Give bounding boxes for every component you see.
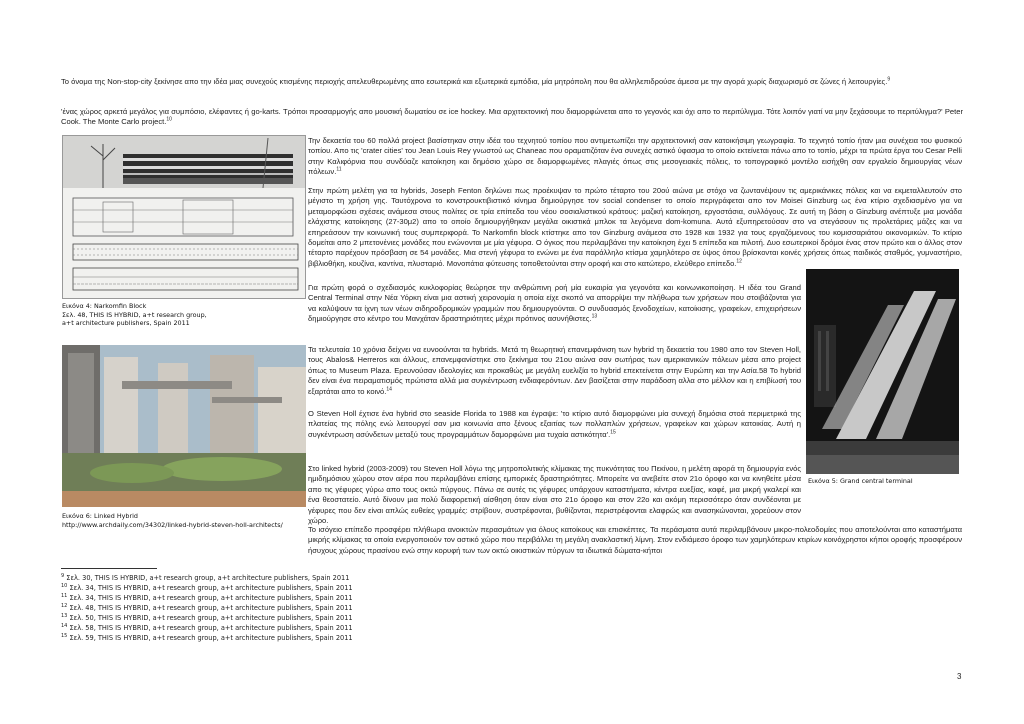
footnote-divider xyxy=(61,568,157,569)
footnote-text: Σελ. 34, THIS IS HYBRID, a+t research group, a+t architecture publishers, Spain 2011 xyxy=(69,594,353,602)
footnote-number: 10 xyxy=(61,582,68,589)
footnote-text: Σελ. 48, THIS IS HYBRID, a+t research group, a+t architecture publishers, Spain 2011 xyxy=(69,604,353,612)
body-paragraph-6: Στο linked hybrid (2003-2009) του Steven Holl λόγω της μητροπολιτικής κλίμακας της πυκνότητας του Πεκίνου, η μελέτη αφορά τη δημιουργία ενός ημιδημόσιου χώρου στον αέρα που περιλαμβάνει επίσης εμπορικές δραστηριότητες. Μπορείτε να ανεβείτε στον 21ο όροφο και να κινηθείτε μέσα απο τις γέφυρες γύρω απο τους οκτώ πύργους. Πάνω σε αυτές τις γέφυρες υπάρχουν καταστήματα, κέντρα ευεξίας, καφέ, μια μικρή γκαλερί και ένα θεοστατείο. Αυτό δίνουν μια πολύ διαφορετική αίσθηση όταν είναι στο 21ο όροφο και στον 22ο και ακόμη περισσότερο όταν συνδέονται με γέφυρες που δεν είναι απλώς ευθείες γραμμές: στρίβουν, συστρέφονται, βυθίζονται, περιστρέφονται ελαφρώς και ανασηκώνονται, χορεύουν στον χώρο. xyxy=(308,464,801,526)
body-paragraph-7: Το ισόγειο επίπεδο προσφέρει πλήθωρα ανοικτών περασμάτων για όλους κατοίκους και επισκέπτες. Τα περάσματα αυτά περιλαμβάνουν μικρο-πολεοδομίες που αποτελούνται απο καταστήματα μικρής κλίμακας τα οποία ενεργοποιούν τον αστικό χώρο που περιβάλλει τη μεγάλη ανακλαστική λίμνη. Στον ενδιάμεσο όροφο των χαμηλότερων κτιρίων κοινόχρηστοι κήποι οροφής προσφέρουν ήσυχους χώρους πρασίνου ενώ στην κορυφή των των οκτώ οικιστικών πύργων τα ιδιωτικά δώματα-κήποι xyxy=(308,525,962,555)
footnote-9 xyxy=(61,573,349,583)
footnote-number: 13 xyxy=(61,612,68,619)
intro-text-1: Το όνομα της Non-stop-city ξεκίνησε απο την ιδέα μιας συνεχούς κτισμένης περιοχής απελευθερωμένης απο εσωτερικά και εξωτερικά εμπόδια, μία μητρόπολη που θα αλληλεπιδρούσε άμεσα με την αγορά χωρίς διαχωρισμό σε ζώνες ή λειτουργίες. xyxy=(61,77,888,86)
footnote-ref[interactable]: 15 xyxy=(610,429,616,436)
figure-6-link[interactable]: http://www.archdaily.com/34302/linked-hybrid-steven-holl-architects/ xyxy=(62,520,283,529)
grand-central-terminal-image xyxy=(806,269,959,474)
intro-text-2: 'ένας χώρος αρκετά μεγάλος για συμπόσιο, ελέφαντες ή go-karts. Τρόποι προσαρμογής απο μουσική δωματίου σε ice hockey. Μια αρχιτεκτονική που διαμορφώνεται απο το γεγονός και όχι απο το περιτύλιγμα. Τότε λοιπόν γιατί να μην ξεχάσουμε το περιτύλιγμα?' Peter Cook. The Monte Carlo project. xyxy=(61,107,963,127)
footnote-text: Σελ. 50, THIS IS HYBRID, a+t research group, a+t architecture publishers, Spain 2011 xyxy=(69,614,353,622)
footnote-13 xyxy=(61,613,353,623)
linked-hybrid-photo xyxy=(62,345,306,507)
page-number: 3 xyxy=(957,672,962,681)
figure-6-title: Εικόνα 6: Linked Hybrid xyxy=(62,512,138,520)
footnote-14 xyxy=(61,623,353,633)
narkomfin-drawings xyxy=(63,136,305,298)
intro-paragraph-1 xyxy=(61,77,963,87)
footnote-11 xyxy=(61,593,353,603)
footnote-text: Σελ. 30, THIS IS HYBRID, a+t research group, a+t architecture publishers, Spain 2011 xyxy=(66,574,350,582)
grand-central-photo xyxy=(806,269,959,474)
footnote-number: 15 xyxy=(61,632,68,639)
footnote-number: 14 xyxy=(61,622,68,629)
footnote-ref[interactable]: 10 xyxy=(166,116,172,123)
linked-hybrid-image xyxy=(62,345,306,507)
footnote-text: Σελ. 34, THIS IS HYBRID, a+t research group, a+t architecture publishers, Spain 2011 xyxy=(69,584,353,592)
footnote-ref[interactable]: 9 xyxy=(887,76,891,83)
narkomfin-block-image xyxy=(62,135,306,299)
footnote-number: 11 xyxy=(61,592,68,599)
footnote-12 xyxy=(61,603,353,613)
footnote-10 xyxy=(61,583,353,593)
intro-paragraph-2 xyxy=(61,107,963,128)
body-text-2: Στην πρώτη μελέτη για τα hybrids, Joseph Fenton δηλώνει πως προέκυψαν το πρώτο τέταρτο του 20ού αιώνα με στόχο να ζωντανέψουν τις αμερικάνικες πόλεις και να εκμεταλλευτούν στο μέγιστο τη χρήση γης. Ταυτόχρονα το κονστρουκτιβιστικό κίνημα δημιούργησε τον social condenser το οποίο περιγράφεται απο τον Moisei Ginzburg ως ένα κτίριο σχεδιασμένο για να μεταμορφώσει σχέσεις ανάμεσα στους πολίτες σε τρία επίπεδα του νέου σοσιαλιστικού κράτους: μαζική κατοίκηση, εργοστάσια, συλλόγους. Σε αυτή τη βάση ο Ginzburg ανέπτυξε μια μονάδα ελάχιστης κατοίκησης (27-30μ2) απο το οποίο δημιουργήθηκαν μεγάλα οικιστικά μπλοκ τα λεγόμενα dom-komuna. Αυτά εξυπηρετούσαν στο να στεγάσουν τις προλετάριες μάζες και να επηρεάσουν την κοινωνική τους συμπεριφορά. Το Narkomfin block κτίστηκε απο τον Ginzburg ανάμεσα στο 1928 και 1932 για τους εργαζόμενους του κομισσαριάτου οικονομικών. Το κτίριο δομείται απο 2 μπετονένιες μονάδες που ενώνονται με μία γέφυρα. Ο όγκος που περιλαμβάνει την κατοίκηση έχει 5 επίπεδα και πιλοτή. Δυο εσωτερικοί δρόμοι ένας στον πρώτο και ο άλλος στον τέταρτο παρέχουν πρόσβαση σε 54 μονάδες. Μια στενή γέφυρα το ενώνει με ένα παράλληλο κτίσμα χαμηλότερο σε ύψος όπου βρίσκονται κοινές χρήσεις όπως παιδικός σταθμός, γυμναστήριο, βιβλιοθήκη, κουζίνα, καντίνα, πλυσταριό. Μονοπάτια φύτευσης τοποθετούνται στην οροφή και στο κατώτερο, ελεύθερο επίπεδο. xyxy=(308,186,962,268)
body-text-5: Ο Steven Holl έχτισε ένα hybrid στο seaside Florida το 1988 και έγραψε: 'το κτίριο αυτό διαμορφώνει μία συνεχή δημόσια στοά περιμετρικά της πλατείας της πόλης ενώ λειτουργεί σαν μια κοινωνία απο ξένους εξαιτίας των πολλαπλών χρήσεων, γραφείων και χώρων κατοικίας. Αυτή η συγκέντρωση ασύνδετων μεταξύ τους προγραμμάτων δαμορφώνει μια τυχαία αστικότητα'. xyxy=(308,409,801,439)
footnote-ref[interactable]: 14 xyxy=(386,386,392,393)
body-paragraph-3 xyxy=(308,283,801,325)
footnote-15 xyxy=(61,633,353,643)
body-paragraph-5 xyxy=(308,409,801,440)
footnote-ref[interactable]: 13 xyxy=(591,313,598,320)
footnote-text: Σελ. 59, THIS IS HYBRID, a+t research group, a+t architecture publishers, Spain 2011 xyxy=(69,634,353,642)
body-paragraph-4 xyxy=(308,345,801,397)
body-text-1: Την δεκαετία του 60 πολλά project βασίστηκαν στην ιδέα του τεχνητού τοπίου που αντιμετωπίζει την αρχιτεκτονική σαν κατοικήσιμη γεωγραφία. Το τεχνητό τοπίο ήταν μια συνέχεια του φυσικού τοπίου. Απο τις 'crater cities' του Jean Louis Rey γνωστού ως Chaneac που οραματιζόταν ένα συνεχές αστικό ύφασμα το οποίο εκτείνεται πάνω απο το τοπίο, μέχρι τα πρώτα έργα του Cesar Pelli στην Καλιφόρνια που συνδύαζε κατοίκηση και δημόσιο χώρο σε διαμορφωμένες πλαγιές όπως στις μεσογειακές πόλεις, το τοπογραφικό μοντέλο εισήχθη σαν εργαλείο δημιουργίας νέων πόλεων. xyxy=(308,136,962,177)
figure-4-title: Εικόνα 4: Narkomfin Block xyxy=(62,302,147,310)
figure-6-caption xyxy=(62,512,283,529)
figure-4-source: Σελ. 48, THIS IS HYBRID, a+t research group, xyxy=(62,310,207,319)
footnote-number: 9 xyxy=(61,572,65,579)
body-paragraph-1 xyxy=(308,136,962,178)
body-text-4: Τα τελευταία 10 χρόνια δείχνει να ευνοούνται τα hybrids. Μετά τη θεωρητική επανεμφάνιση των hybrid τη δεκαετία του 1980 απο τον Steven Holl, τους Abalos& Herreros και άλλους, επανεμφανίστηκε στο ξεκίνημα του 21ου αιώνα σαν σωτήρας των αμερικανικών πόλεων μέσα απο project όπως το Museum Plaza. Ερευνούσαν ιδεολογίες και προκαθώς με μεγάλη ευελιξία το hybrid επεκτείνεται στην Ευρώπη και την Ασία.58 Το hybrid δεν είναι ένα πειραματισμός πρώτιστα αλλά μια συγκέντρωση ενδιαφερόντων. Δεν βασίζεται στην παράδοση αλλα στο μέλλον και η επιβίωσή του εξαρτάται απο το κοινό. xyxy=(308,345,801,396)
footnote-ref[interactable]: 11 xyxy=(336,166,342,173)
body-text-3: Για πρώτη φορά ο σχεδιασμός κυκλοφορίας θεώρησε την ανθρώπινη ροή μία ευκαιρία για γεγονότα και κοινωνικοποίηση. Η ιδέα του Grand Central Terminal στην Νέα Υόρκη είναι μια αστική χειρονομία η οποία είχε σκοπό να απορρίψει την πλήθωρα των χρήσεων που στοιβάζονται για να καλύψουν τα ίχνη των νέων σιδηροδρομικών γραμμών που δημιουργούνται. Ο συνδυασμός ξενοδοχείων, κατοίκισης, γραφείων, επιχειρήσεων δημιούργησε στο κέντρο του Μανχάταν δραστηριότητες μέχρι πρότινος ασυνήθιστες. xyxy=(308,283,801,324)
figure-4-publisher: a+t architecture publishers, Spain 2011 xyxy=(62,319,190,328)
footnote-ref[interactable]: 12 xyxy=(736,258,742,265)
footnote-number: 12 xyxy=(61,602,68,609)
figure-5-caption: Εικόνα 5: Grand central terminal xyxy=(808,477,913,485)
figure-4-caption xyxy=(62,302,207,328)
footnote-text: Σελ. 58, THIS IS HYBRID, a+t research group, a+t architecture publishers, Spain 2011 xyxy=(69,624,353,632)
body-paragraph-2 xyxy=(308,186,962,269)
